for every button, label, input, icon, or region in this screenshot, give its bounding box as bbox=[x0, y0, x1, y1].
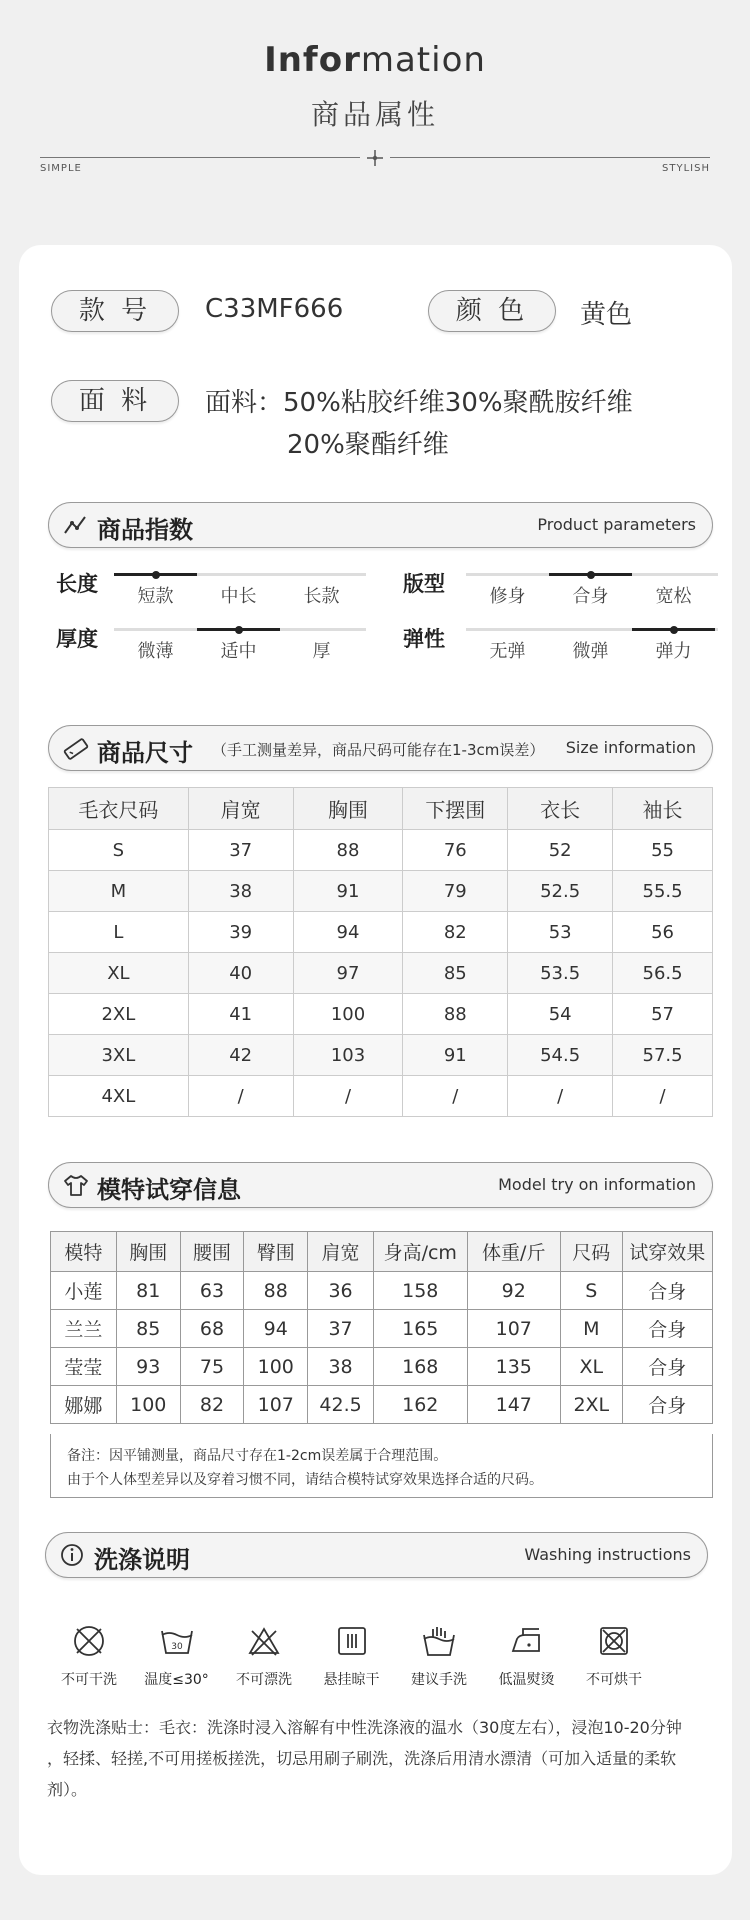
model-table-cell: M bbox=[561, 1310, 623, 1348]
size-table-header: 肩宽 bbox=[188, 788, 293, 830]
size-table-cell: 91 bbox=[403, 1035, 508, 1076]
model-table-cell: 168 bbox=[374, 1348, 468, 1386]
size-table-header: 衣长 bbox=[508, 788, 613, 830]
model-table-cell: 娜娜 bbox=[51, 1386, 117, 1424]
model-table-cell: 81 bbox=[116, 1272, 180, 1310]
wash-label: 不可漂洗 bbox=[236, 1672, 292, 1688]
index-option: 中长 bbox=[220, 586, 257, 607]
model-table-row bbox=[51, 1348, 713, 1386]
model-table-cell: 合身 bbox=[622, 1272, 712, 1310]
size-table-cell: 88 bbox=[403, 994, 508, 1035]
wash-label: 悬挂晾干 bbox=[323, 1672, 380, 1688]
model-table-cell: 42.5 bbox=[308, 1386, 374, 1424]
size-table-row bbox=[49, 1035, 713, 1076]
size-table-cell: 85 bbox=[403, 953, 508, 994]
line-dry-icon bbox=[334, 1623, 370, 1659]
size-table-cell: 3XL bbox=[49, 1035, 189, 1076]
index-scale-dot bbox=[152, 571, 160, 579]
no-dry-clean-icon bbox=[71, 1623, 107, 1659]
size-table-cell: 54 bbox=[508, 994, 613, 1035]
size-table-cell: 53 bbox=[508, 912, 613, 953]
size-table-cell: 53.5 bbox=[508, 953, 613, 994]
wash-item bbox=[311, 1623, 393, 1689]
index-option: 修身 bbox=[489, 586, 526, 607]
color-value: 黄色 bbox=[580, 300, 633, 330]
simple-tag: SIMPLE bbox=[40, 163, 82, 174]
index-label: 长度 bbox=[56, 572, 98, 596]
size-table-cell: XL bbox=[49, 953, 189, 994]
model-table-cell: 82 bbox=[180, 1386, 244, 1424]
style-no-value: C33MF666 bbox=[205, 294, 344, 324]
model-note-line2: 由于个人体型差异以及穿着习惯不同，请结合模特试穿效果选择合适的尺码。 bbox=[67, 1472, 543, 1488]
size-table-cell: 79 bbox=[403, 871, 508, 912]
trend-icon bbox=[63, 513, 87, 537]
size-table-cell: 55 bbox=[613, 830, 713, 871]
size-table-cell: / bbox=[613, 1076, 713, 1117]
washing-header bbox=[45, 1532, 708, 1578]
color-label: 颜 色 bbox=[428, 290, 556, 332]
size-table-cell: 37 bbox=[188, 830, 293, 871]
product-index-title: 商品指数 bbox=[97, 516, 193, 544]
model-table-cell: 63 bbox=[180, 1272, 244, 1310]
index-option: 长款 bbox=[303, 586, 340, 607]
washing-tip-line1: 衣物洗涤贴士：毛衣：洗涤时浸入溶解有中性洗涤液的温水（30度左右），浸泡10-20分钟 bbox=[47, 1718, 682, 1737]
wash-item bbox=[398, 1623, 480, 1689]
wash-30-icon bbox=[159, 1623, 195, 1659]
model-table-cell: 38 bbox=[308, 1348, 374, 1386]
model-table-cell: 107 bbox=[244, 1386, 308, 1424]
svg-text:30: 30 bbox=[170, 1642, 183, 1652]
size-table-cell: 88 bbox=[293, 830, 403, 871]
model-table-cell: 2XL bbox=[561, 1386, 623, 1424]
index-option: 无弹 bbox=[489, 641, 526, 662]
size-table-cell: 38 bbox=[188, 871, 293, 912]
model-table-row bbox=[51, 1386, 713, 1424]
model-table-cell: 合身 bbox=[622, 1386, 712, 1424]
model-info-title-en: Model try on information bbox=[498, 1175, 696, 1194]
index-option: 合身 bbox=[572, 586, 609, 607]
size-table-cell: 52.5 bbox=[508, 871, 613, 912]
size-table-cell: 41 bbox=[188, 994, 293, 1035]
size-table-header: 胸围 bbox=[293, 788, 403, 830]
model-note-line1: 备注：因平铺测量，商品尺寸存在1-2cm误差属于合理范围。 bbox=[67, 1448, 448, 1464]
model-table-row bbox=[51, 1310, 713, 1348]
model-table-cell: 85 bbox=[116, 1310, 180, 1348]
index-label: 弹性 bbox=[403, 627, 445, 651]
model-table-cell: 165 bbox=[374, 1310, 468, 1348]
model-info-title: 模特试穿信息 bbox=[97, 1176, 241, 1204]
size-table bbox=[48, 787, 713, 1117]
size-table-cell: 57 bbox=[613, 994, 713, 1035]
size-table-cell: 39 bbox=[188, 912, 293, 953]
index-scale-dot bbox=[587, 571, 595, 579]
index-option: 微弹 bbox=[572, 641, 609, 662]
size-table-cell: 100 bbox=[293, 994, 403, 1035]
size-table-cell: 97 bbox=[293, 953, 403, 994]
index-option: 宽松 bbox=[655, 586, 692, 607]
fabric-line2: 20%聚酯纤维 bbox=[287, 430, 449, 460]
index-option: 适中 bbox=[220, 641, 257, 662]
low-iron-icon bbox=[509, 1623, 545, 1659]
size-table-cell: 57.5 bbox=[613, 1035, 713, 1076]
model-table-header: 胸围 bbox=[116, 1232, 180, 1272]
size-table-cell: 40 bbox=[188, 953, 293, 994]
size-table-row bbox=[49, 830, 713, 871]
no-bleach-icon bbox=[246, 1623, 282, 1659]
washing-tips bbox=[47, 1712, 727, 1805]
model-table-cell: 兰兰 bbox=[51, 1310, 117, 1348]
size-table-cell: / bbox=[293, 1076, 403, 1117]
no-tumble-dry-icon bbox=[596, 1623, 632, 1659]
hand-wash-icon bbox=[421, 1623, 457, 1659]
size-table-header: 袖长 bbox=[613, 788, 713, 830]
product-index-header bbox=[48, 502, 713, 548]
model-table-cell: 92 bbox=[467, 1272, 561, 1310]
tshirt-icon bbox=[63, 1173, 89, 1197]
washing-title-en: Washing instructions bbox=[524, 1545, 691, 1564]
divider-right bbox=[390, 157, 710, 158]
fabric-label: 面 料 bbox=[51, 380, 179, 422]
model-table-cell: 93 bbox=[116, 1348, 180, 1386]
size-table-row bbox=[49, 953, 713, 994]
size-info-title: 商品尺寸 bbox=[97, 739, 193, 767]
size-info-title-en: Size information bbox=[565, 738, 696, 757]
model-table-cell: 莹莹 bbox=[51, 1348, 117, 1386]
model-table-header: 臀围 bbox=[244, 1232, 308, 1272]
divider-left bbox=[40, 157, 360, 158]
model-info-header bbox=[48, 1162, 713, 1208]
size-info-header bbox=[48, 725, 713, 771]
size-table-cell: 103 bbox=[293, 1035, 403, 1076]
model-table-row bbox=[51, 1272, 713, 1310]
wash-item bbox=[136, 1623, 218, 1689]
model-table-cell: 68 bbox=[180, 1310, 244, 1348]
model-table-cell: 100 bbox=[244, 1348, 308, 1386]
index-label: 厚度 bbox=[56, 627, 98, 651]
size-table-cell: 42 bbox=[188, 1035, 293, 1076]
model-table-cell: 88 bbox=[244, 1272, 308, 1310]
index-option: 短款 bbox=[137, 586, 174, 607]
fabric-line1: 面料：50%粘胶纤维30%聚酰胺纤维 bbox=[205, 388, 633, 418]
product-index-title-en: Product parameters bbox=[537, 515, 696, 534]
size-table-cell: 2XL bbox=[49, 994, 189, 1035]
size-table-row bbox=[49, 1076, 713, 1117]
size-table-cell: 4XL bbox=[49, 1076, 189, 1117]
style-no-label: 款 号 bbox=[51, 290, 179, 332]
wash-item bbox=[223, 1623, 305, 1689]
wash-label: 不可烘干 bbox=[586, 1672, 642, 1688]
model-note bbox=[50, 1434, 713, 1498]
size-table-cell: 55.5 bbox=[613, 871, 713, 912]
wash-label: 建议手洗 bbox=[411, 1672, 467, 1688]
wash-item bbox=[48, 1623, 130, 1689]
model-table-cell: 100 bbox=[116, 1386, 180, 1424]
size-table-header: 毛衣尺码 bbox=[49, 788, 189, 830]
index-option: 厚 bbox=[312, 641, 331, 662]
model-table-cell: 75 bbox=[180, 1348, 244, 1386]
size-table-cell: / bbox=[403, 1076, 508, 1117]
size-table-row bbox=[49, 912, 713, 953]
stylish-tag: STYLISH bbox=[662, 163, 710, 174]
size-table-cell: / bbox=[188, 1076, 293, 1117]
model-table-cell: 147 bbox=[467, 1386, 561, 1424]
model-table-header: 模特 bbox=[51, 1232, 117, 1272]
wash-item bbox=[573, 1623, 655, 1689]
size-table-cell: 54.5 bbox=[508, 1035, 613, 1076]
size-table-cell: L bbox=[49, 912, 189, 953]
index-option: 微薄 bbox=[137, 641, 174, 662]
size-table-row bbox=[49, 871, 713, 912]
model-table-header: 体重/斤 bbox=[467, 1232, 561, 1272]
ruler-icon bbox=[63, 737, 89, 761]
wash-label: 不可干洗 bbox=[61, 1672, 117, 1688]
model-table-cell: 135 bbox=[467, 1348, 561, 1386]
page-title-en: Information bbox=[264, 40, 486, 80]
size-table-cell: S bbox=[49, 830, 189, 871]
washing-tip-line3: 剂）。 bbox=[47, 1780, 88, 1799]
size-table-cell: / bbox=[508, 1076, 613, 1117]
cross-ornament-icon bbox=[364, 147, 386, 169]
model-table-header: 试穿效果 bbox=[622, 1232, 712, 1272]
page-title-cn: 商品属性 bbox=[310, 98, 439, 131]
index-scale-dot bbox=[235, 626, 243, 634]
wash-label: 低温熨烫 bbox=[498, 1672, 555, 1688]
model-table bbox=[50, 1231, 713, 1424]
model-table-cell: S bbox=[561, 1272, 623, 1310]
size-info-note: （手工测量差异，商品尺码可能存在1-3cm误差） bbox=[212, 741, 545, 759]
size-table-cell: 56.5 bbox=[613, 953, 713, 994]
size-table-row bbox=[49, 994, 713, 1035]
model-table-cell: 107 bbox=[467, 1310, 561, 1348]
size-table-header: 下摆围 bbox=[403, 788, 508, 830]
model-table-cell: 158 bbox=[374, 1272, 468, 1310]
model-table-cell: 小莲 bbox=[51, 1272, 117, 1310]
index-option: 弹力 bbox=[655, 641, 692, 662]
size-table-cell: 91 bbox=[293, 871, 403, 912]
model-table-cell: 合身 bbox=[622, 1348, 712, 1386]
size-table-cell: 52 bbox=[508, 830, 613, 871]
model-table-cell: 37 bbox=[308, 1310, 374, 1348]
model-table-cell: 94 bbox=[244, 1310, 308, 1348]
model-table-cell: 36 bbox=[308, 1272, 374, 1310]
washing-title: 洗涤说明 bbox=[94, 1546, 190, 1574]
model-table-cell: 合身 bbox=[622, 1310, 712, 1348]
model-table-header: 尺码 bbox=[561, 1232, 623, 1272]
size-table-cell: 82 bbox=[403, 912, 508, 953]
index-label: 版型 bbox=[403, 572, 445, 596]
index-scale-dot bbox=[670, 626, 678, 634]
size-table-cell: 76 bbox=[403, 830, 508, 871]
washing-tip-line2: ，轻揉、轻搓,不可用搓板搓洗，切忌用刷子刷洗，洗涤后用清水漂清（可加入适量的柔软 bbox=[47, 1749, 677, 1768]
model-table-cell: 162 bbox=[374, 1386, 468, 1424]
model-table-cell: XL bbox=[561, 1348, 623, 1386]
size-table-cell: 56 bbox=[613, 912, 713, 953]
wash-item bbox=[486, 1623, 568, 1689]
size-table-cell: M bbox=[49, 871, 189, 912]
wash-label: 温度≤30° bbox=[144, 1672, 209, 1688]
model-table-header: 腰围 bbox=[180, 1232, 244, 1272]
size-table-cell: 94 bbox=[293, 912, 403, 953]
model-table-header: 身高/cm bbox=[374, 1232, 468, 1272]
info-icon bbox=[60, 1543, 84, 1567]
model-table-header: 肩宽 bbox=[308, 1232, 374, 1272]
